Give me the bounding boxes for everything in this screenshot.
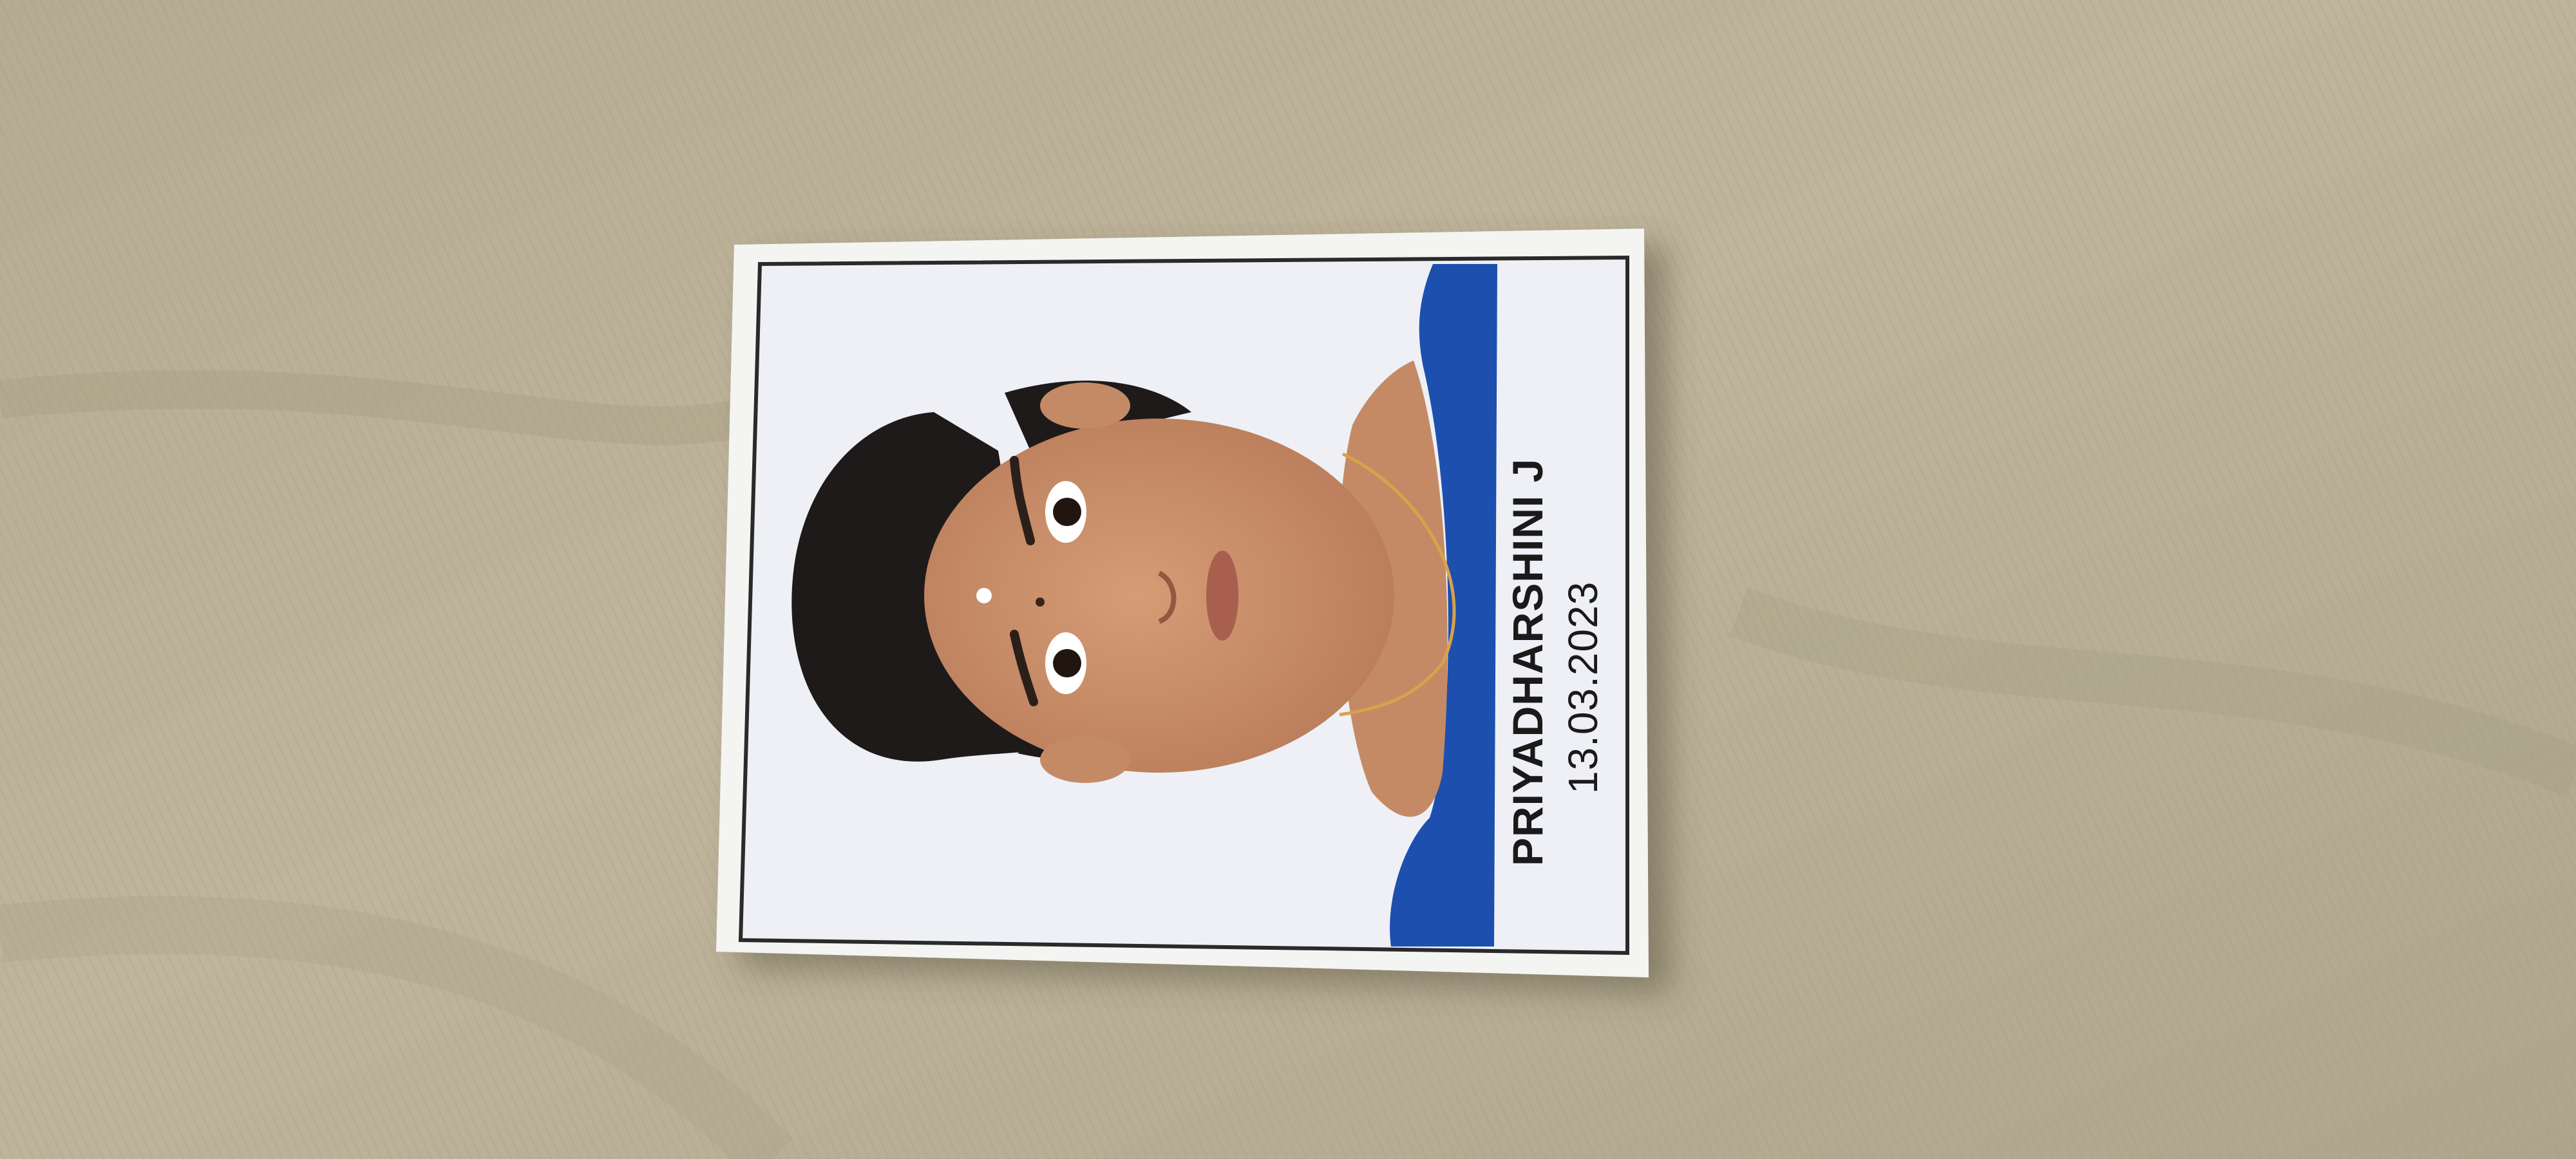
lips (1206, 551, 1238, 641)
mole (1036, 598, 1045, 607)
pupil-right (1053, 649, 1081, 677)
date-label: 13.03.2023 (1560, 581, 1606, 794)
bindi (976, 588, 992, 603)
ear-left (1040, 382, 1130, 429)
pupil-left (1053, 498, 1081, 526)
name-label: PRIYADHARSHINI J (1504, 458, 1551, 866)
ear-right (1040, 737, 1130, 783)
face (924, 419, 1394, 773)
